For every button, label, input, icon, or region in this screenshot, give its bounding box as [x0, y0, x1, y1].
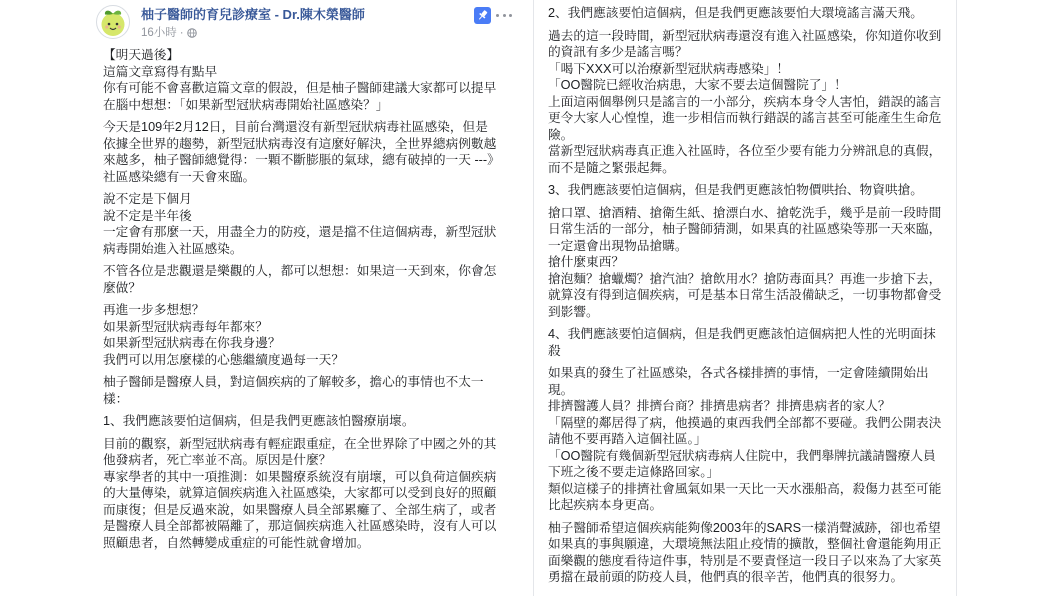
post-paragraph	[103, 47, 499, 113]
section-heading-2: 2、我們應該要怕這個病，但是我們更應該要怕大環境謠言滿天飛。	[548, 6, 923, 20]
post-text-line: 目前的觀察，新型冠狀病毒有輕症跟重症，在全世界除了中國之外的其他發病者，死亡率並不高。原因是什麼？	[103, 436, 497, 467]
post-text-line: 搶泡麵？搶蠟燭？搶汽油？搶飲用水？搶防毒面具？再進一步搶下去，就算沒有得到這個疾病，可是基本日常生活設備缺乏，一切事物都會受到影響。	[548, 271, 942, 319]
post-text-line: 說不定是下個月	[103, 192, 192, 206]
post-paragraph	[103, 119, 499, 185]
post-text-line: 搶口罩、搶酒精、搶衛生紙、搶漂白水、搶乾洗手，幾乎是前一段時間日常生活的一部分，柚子醫師猜測，如果真的社區感染等那一天來臨，一定還會出現物品搶購。	[548, 205, 942, 253]
post-text-line: 今天是109年2月12日，目前台灣還沒有新型冠狀病毒社區感染，但是依據全世界的趨勢，新型冠狀病毒沒有這麼好解決，全世界總病例數越來越多，柚子醫師總覺得：一顆不斷膨脹的氣球，總有破掉的一天 ---》社區感染總有一天會來臨。	[103, 120, 497, 184]
post-paragraph	[548, 182, 948, 199]
post-text-line: 再進一步多想想？	[103, 303, 205, 317]
pomelo-avatar-icon[interactable]	[96, 5, 130, 39]
post-text-line: 柚子醫師是醫療人員，對這個疾病的了解較多，擔心的事情也不太一樣：	[103, 375, 484, 406]
post-text-line: 「OO醫院有幾個新型冠狀病毒病人住院中，我們舉牌抗議請醫療人員下班之後不要走這條路回家。」	[548, 448, 936, 479]
section-heading-1: 1、我們應該要怕這個病，但是我們更應該怕醫療崩壞。	[103, 414, 415, 428]
post-text-line: 搶什麼東西？	[548, 255, 625, 269]
post-text-line: 當新型冠狀病毒真正進入社區時，各位至少要有能力分辨訊息的真假，而不是隨之緊張起舞。	[548, 144, 942, 175]
post-timestamp[interactable]: 16小時	[141, 27, 177, 39]
post-text-line: 這篇文章寫得有點早	[103, 64, 218, 79]
post-paragraph	[103, 191, 499, 257]
section-heading-3: 3、我們應該要怕這個病，但是我們更應該怕物價哄抬、物資哄搶。	[548, 183, 923, 197]
page-name-link[interactable]: 柚子醫師的育兒診療室 - Dr.陳木榮醫師	[141, 7, 365, 22]
post-text-line: 上面這兩個舉例只是謠言的一小部分，疾病本身令人害怕，錯誤的謠言更令大家人心惶惶，進一步相信而執行錯誤的謠言甚至可能產生生命危險。	[548, 94, 942, 142]
post-text-line: 排擠醫護人員？排擠台商？排擠患病者？排擠患病者的家人？	[548, 399, 891, 413]
post-paragraph	[103, 263, 499, 296]
post-paragraph	[548, 5, 948, 22]
post-paragraph	[103, 413, 499, 430]
post-text-line: 過去的這一段時間，新型冠狀病毒還沒有進入社區感染，你知道你收到的資訊有多少是謠言嗎？	[548, 28, 942, 59]
post-text-line: 你有可能不會喜歡這篇文章的假設，但是柚子醫師建議大家都可以提早在腦中想想：「如果新型冠狀病毒開始社區感染？」	[103, 81, 497, 112]
post-paragraph	[548, 326, 948, 359]
section-heading-4: 4、我們應該要怕這個病，但是我們更應該怕這個病把人性的光明面抹殺	[548, 327, 936, 358]
post-text-line: 類似這樣子的排擠社會風氣如果一天比一天水漲船高，殺傷力甚至可能比起疾病本身更高。	[548, 481, 942, 512]
post-paragraph	[548, 28, 948, 177]
post-text-line: 我們可以用怎麼樣的心態繼續度過每一天？	[103, 352, 345, 367]
post-title-line: 【明天過後】	[103, 48, 180, 62]
post-text-line: 不管各位是悲觀還是樂觀的人，都可以想想：如果這一天到來，你會怎麼做？	[103, 264, 497, 295]
post-body-right	[548, 5, 948, 592]
post-text-line: 如果新型冠狀病毒在你我身邊？	[103, 336, 281, 350]
post-paragraph	[548, 520, 948, 586]
post-panel-left	[93, 0, 523, 596]
post-text-line: 「隔壁的鄰居得了病，他摸過的東西我們全部都不要碰。我們公開表決請他不要再踏入這個社區。」	[548, 415, 942, 446]
post-paragraph	[103, 302, 499, 368]
post-paragraph	[103, 436, 499, 552]
post-panel-right	[533, 0, 957, 596]
post-paragraph	[548, 365, 948, 514]
post-paragraph	[103, 374, 499, 407]
post-text-line: 「喝下XXX可以治療新型冠狀病毒感染」！	[548, 61, 790, 76]
post-text-line: 「OO醫院已經收治病患，大家不要去這個醫院了」！	[548, 78, 847, 92]
post-paragraph	[548, 205, 948, 321]
post-text-line: 如果新型冠狀病毒每年都來？	[103, 319, 268, 334]
globe-icon	[187, 28, 197, 38]
post-text-line: 專家學者的其中一項推測：如果醫療系統沒有崩壞，可以負荷這個疾病的大量傳染，就算這個疾病進入社區感染，大家都可以受到良好的照顧而康復；但是反過來說，如果醫療人員全部累癱了、全部生病了，或者是醫療人員全部都被隔離了，那這個疾病進入社區感染時，沒有人可以照顧患者，自然轉變成重症的可能性就會增加。	[103, 469, 497, 550]
post-meta	[141, 26, 197, 40]
more-options-icon[interactable]	[496, 9, 512, 21]
post-text-line: 一定會有那麼一天，用盡全力的防疫，還是擋不住這個病毒，新型冠狀病毒開始進入社區感染。	[103, 225, 497, 256]
post-body-left	[103, 47, 499, 557]
post-text-line: 說不定是半年後	[103, 208, 192, 223]
pin-icon	[474, 7, 491, 24]
post-text-line: 如果真的發生了社區感染，各式各樣排擠的事情，一定會陸續開始出現。	[548, 366, 929, 397]
post-text-line: 柚子醫師希望這個疾病能夠像2003年的SARS一樣消聲滅跡，卻也希望如果真的事與願違，大環境無法阻止疫情的擴散，整個社會還能夠用正面樂觀的態度看待這件事，特別是不要責怪這一段日子以來為了大家英勇擋在最前頭的防疫人員，他們真的很辛苦，他們真的很努力。	[548, 520, 942, 584]
meta-separator: ·	[179, 27, 184, 39]
